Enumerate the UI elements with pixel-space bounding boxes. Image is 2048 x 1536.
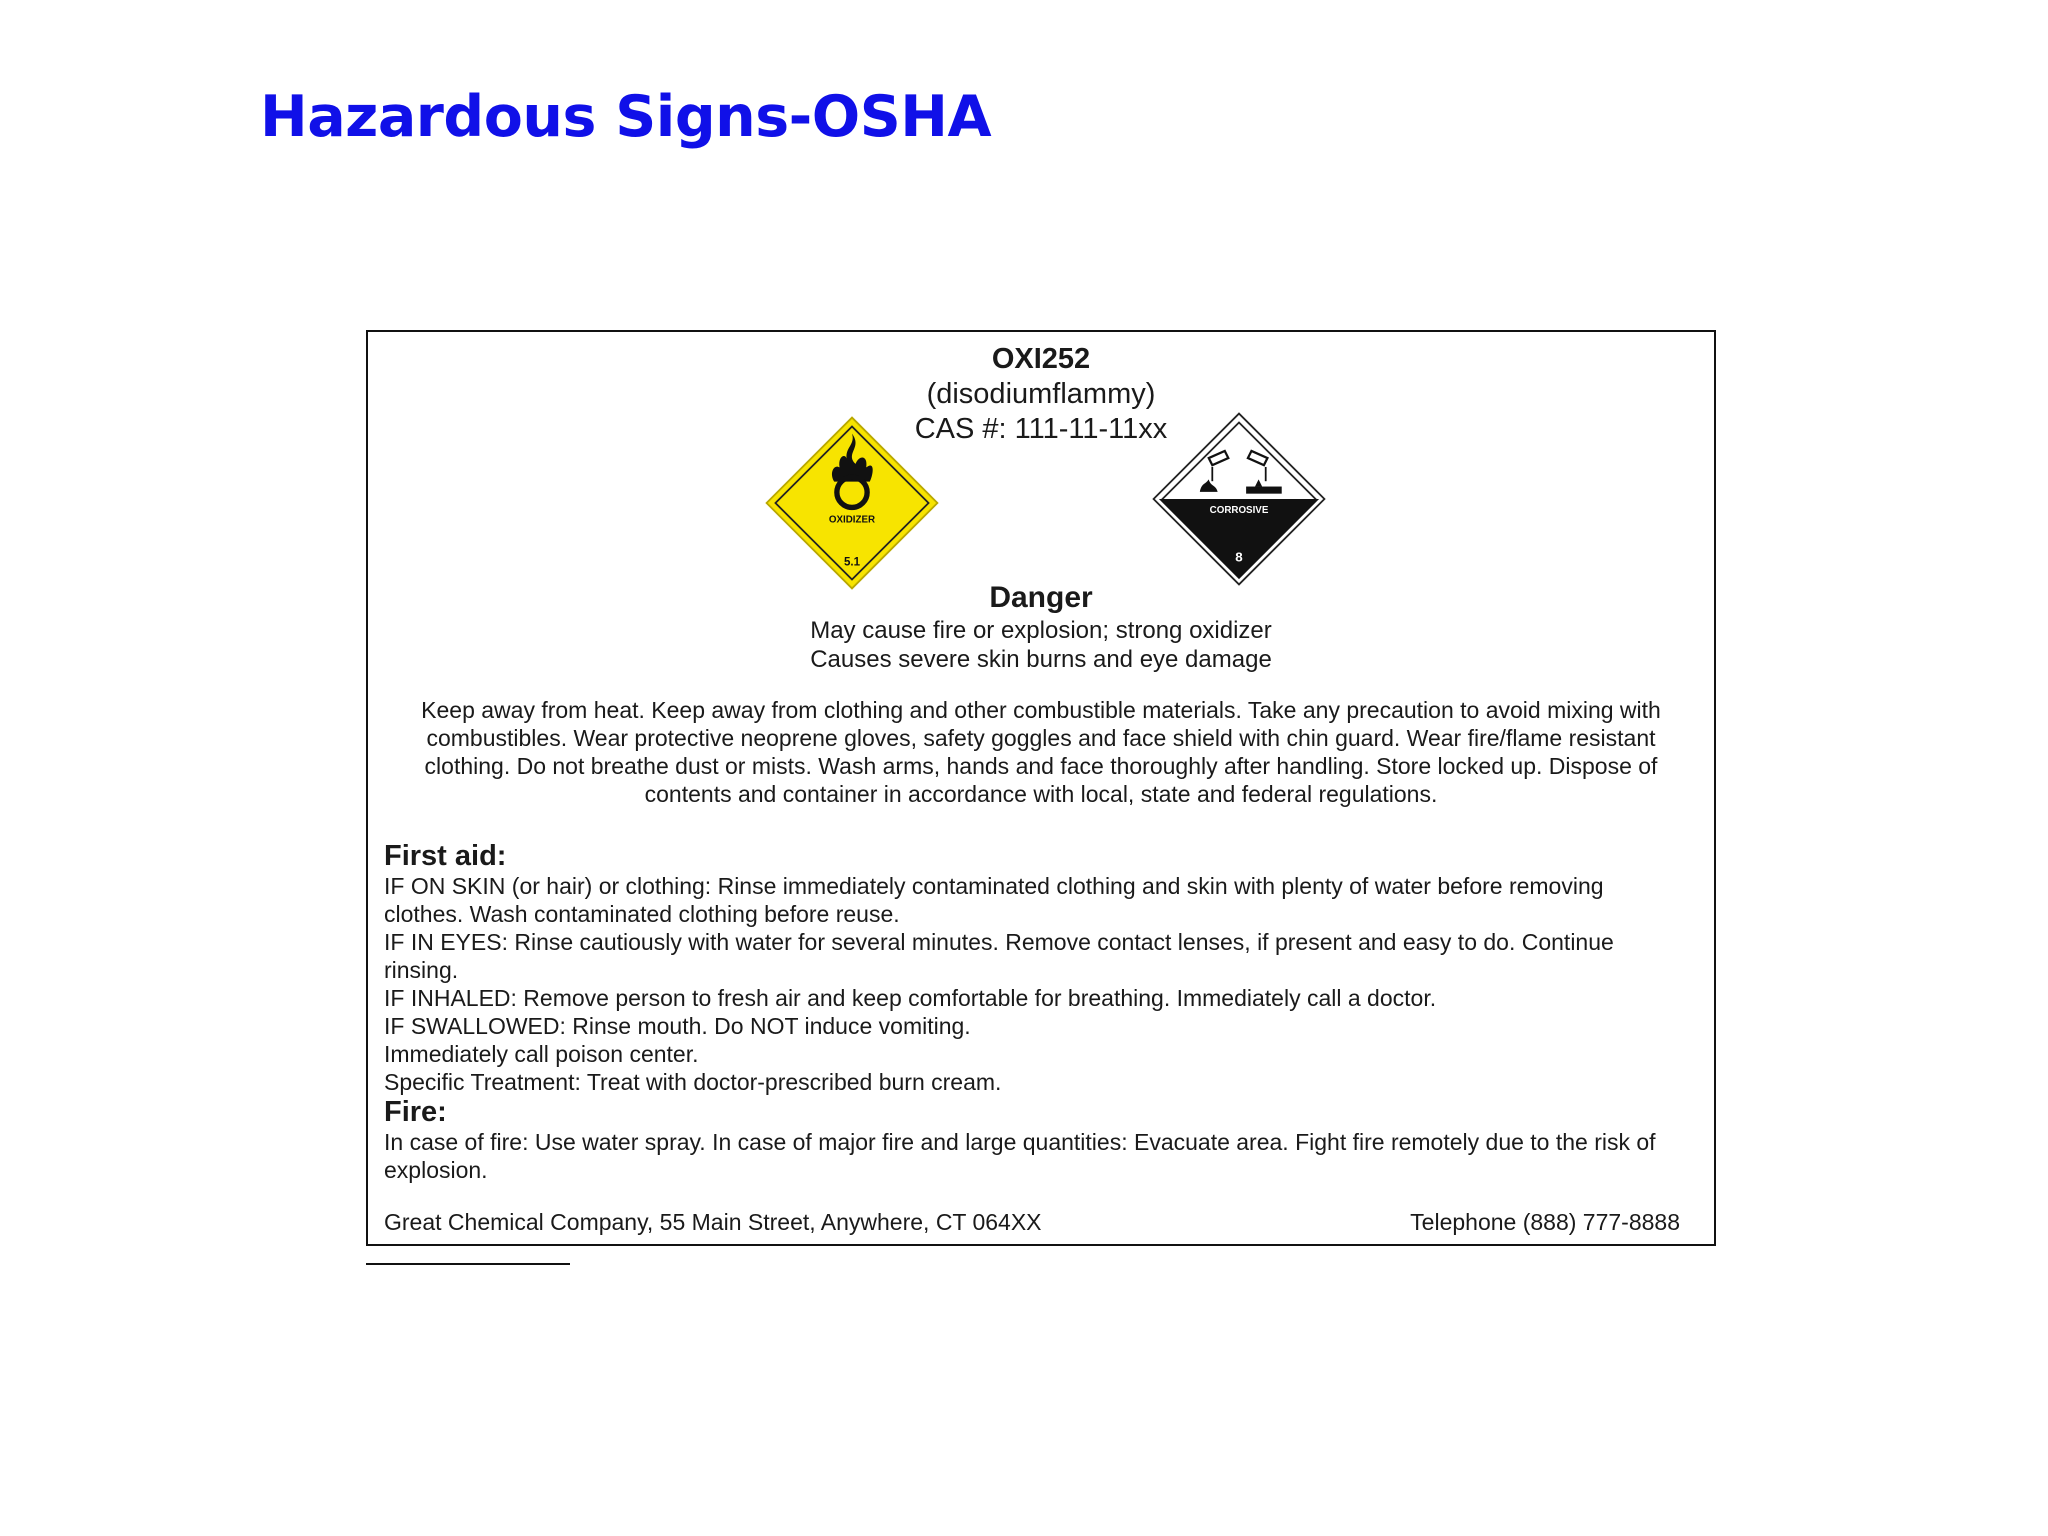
footnote-divider (366, 1263, 570, 1265)
corrosion-icon (1150, 410, 1328, 588)
precautionary-statement: Keep away from heat. Keep away from clothing and other combustible materials. Take any precaution to avoid mixing with combustibles. Wear protective neoprene gloves, safety goggles and face shield with chin guard. Wear fire/flame resistant clothing. Do not breathe dust or mists. Wash arms, hands and face thoroughly after handling. Store locked up. Dispose of contents and container in accordance with local, state and federal regulations. (421, 697, 1661, 807)
chemical-label (366, 330, 1716, 1246)
fire-heading: Fire: (384, 1096, 447, 1128)
supplier-address: Great Chemical Company, 55 Main Street, Anywhere, CT 064XX (384, 1209, 1042, 1235)
first-aid-line: IF SWALLOWED: Rinse mouth. Do NOT induce vomiting. (384, 1013, 971, 1039)
fire-text: In case of fire: Use water spray. In case of major fire and large quantities: Evacuate area. Fight fire remotely due to the risk of explosion. (384, 1129, 1656, 1183)
first-aid-line: IF IN EYES: Rinse cautiously with water for several minutes. Remove contact lenses, if present and easy to do. Continue rinsing. (384, 929, 1614, 983)
oxidizer-class-number: 5.1 (843, 556, 861, 569)
first-aid-heading: First aid: (384, 840, 507, 872)
supplier-telephone: Telephone (888) 777-8888 (1410, 1209, 1680, 1235)
cas-number: CAS #: 111-11-11xx (914, 413, 1168, 445)
flame-over-circle-icon (763, 414, 941, 592)
slide-title: Hazardous Signs-OSHA (260, 84, 992, 150)
signal-word: Danger (989, 581, 1093, 614)
first-aid-line: Specific Treatment: Treat with doctor-prescribed burn cream. (384, 1069, 1002, 1095)
first-aid-line: Immediately call poison center. (384, 1041, 699, 1067)
hazard-block (368, 580, 1714, 674)
supplier-footer (384, 1208, 1680, 1236)
response-sections (384, 840, 1684, 1184)
first-aid-line: IF ON SKIN (or hair) or clothing: Rinse immediately contaminated clothing and skin with plenty of water before removing clothes. Wash contaminated clothing before reuse. (384, 873, 1604, 927)
corrosive-class-number: 8 (1235, 549, 1243, 565)
corrosive-text: CORROSIVE (1209, 505, 1269, 517)
product-name: OXI252 (991, 343, 1091, 375)
chemical-name: (disodiumflammy) (926, 378, 1156, 410)
hazard-statement: May cause fire or explosion; strong oxidizer (810, 617, 1272, 644)
oxidizer-text: OXIDIZER (828, 514, 876, 526)
product-identifier (368, 342, 1714, 447)
hazard-statement: Causes severe skin burns and eye damage (810, 646, 1272, 673)
first-aid-line: IF INHALED: Remove person to fresh air and keep comfortable for breathing. Immediately call a doctor. (384, 985, 1437, 1011)
